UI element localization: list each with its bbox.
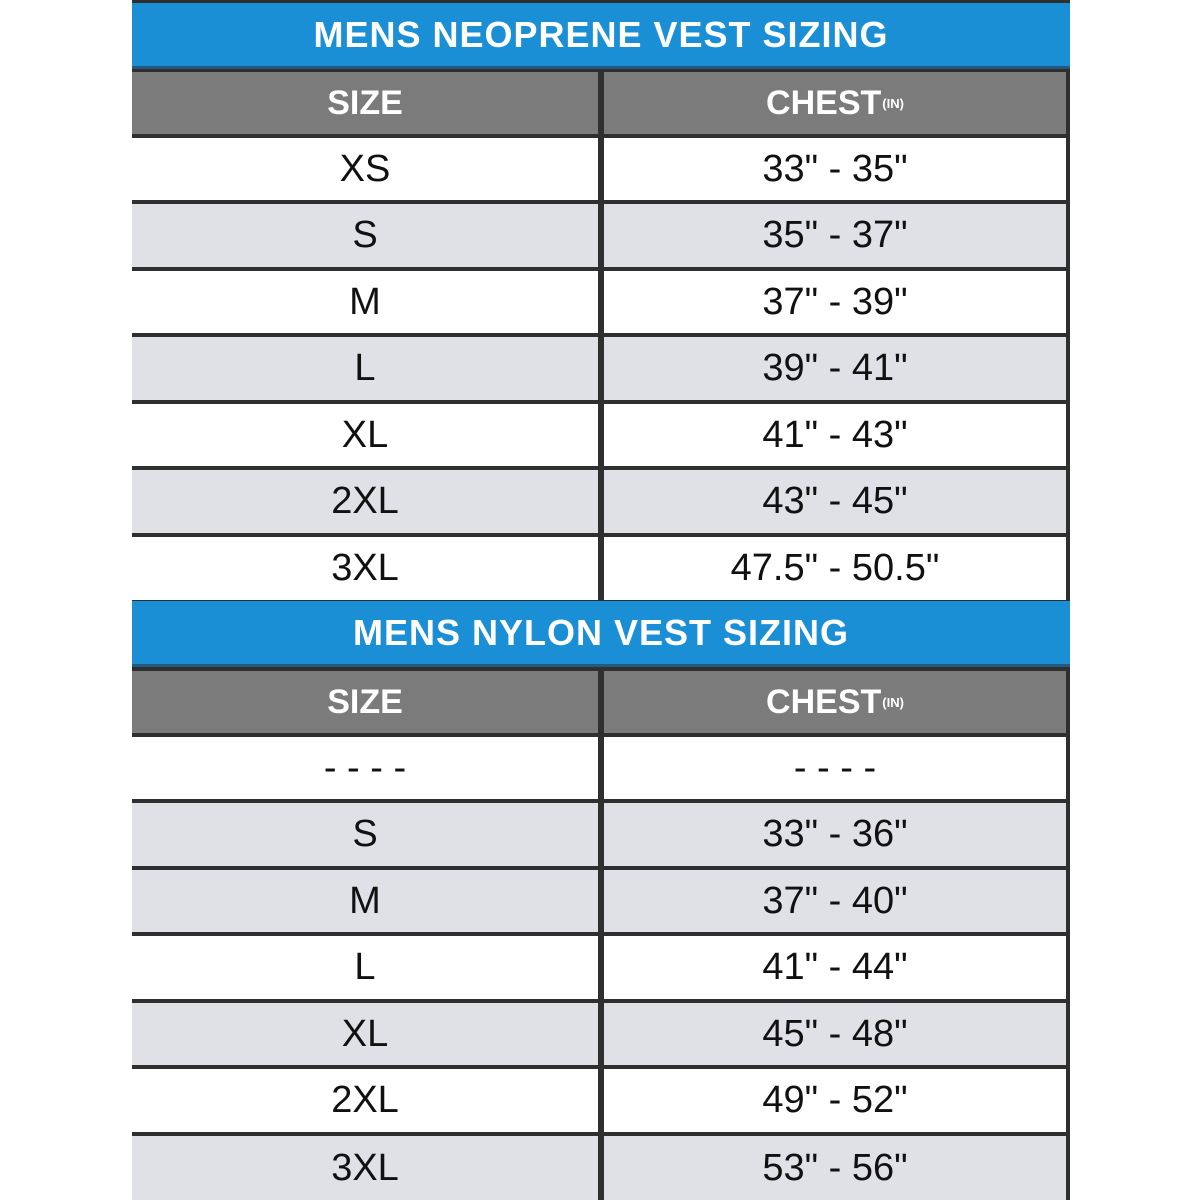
chest-cell: 33" - 36" xyxy=(604,803,1066,866)
size-cell: XS xyxy=(132,138,598,200)
table-row xyxy=(132,470,1070,533)
chest-cell: - - - - xyxy=(604,737,1066,799)
size-column-header: SIZE xyxy=(132,671,598,733)
size-cell: S xyxy=(132,204,598,267)
chest-cell: 39" - 41" xyxy=(604,337,1066,400)
table-row xyxy=(132,1003,1070,1065)
table-row xyxy=(132,1136,1070,1200)
table-row xyxy=(132,404,1070,466)
table-row xyxy=(132,870,1070,932)
chest-cell: 43" - 45" xyxy=(604,470,1066,533)
table-row xyxy=(132,271,1070,333)
sizing-chart xyxy=(132,0,1070,1200)
chest-cell: 35" - 37" xyxy=(604,204,1066,267)
size-column-header: SIZE xyxy=(132,72,598,134)
size-cell: XL xyxy=(132,404,598,466)
size-cell: 3XL xyxy=(132,1136,598,1200)
table-row xyxy=(132,537,1070,600)
chest-cell: 33" - 35" xyxy=(604,138,1066,200)
neoprene-section-title: MENS NEOPRENE VEST SIZING xyxy=(132,3,1070,69)
chest-column-header: CHEST (IN) xyxy=(604,671,1066,733)
chest-cell: 49" - 52" xyxy=(604,1069,1066,1132)
size-cell: XL xyxy=(132,1003,598,1065)
size-cell: S xyxy=(132,803,598,866)
size-cell: 2XL xyxy=(132,1069,598,1132)
chest-cell: 45" - 48" xyxy=(604,1003,1066,1065)
chest-cell: 37" - 39" xyxy=(604,271,1066,333)
size-cell: 2XL xyxy=(132,470,598,533)
chest-column-header: CHEST (IN) xyxy=(604,72,1066,134)
table-row xyxy=(132,737,1070,799)
table-row xyxy=(132,337,1070,400)
chest-cell: 53" - 56" xyxy=(604,1136,1066,1200)
table-row xyxy=(132,803,1070,866)
size-cell: L xyxy=(132,936,598,999)
table-row xyxy=(132,936,1070,999)
size-cell: L xyxy=(132,337,598,400)
size-cell: 3XL xyxy=(132,537,598,600)
table-row xyxy=(132,138,1070,200)
chest-cell: 41" - 44" xyxy=(604,936,1066,999)
size-cell: - - - - xyxy=(132,737,598,799)
size-cell: M xyxy=(132,271,598,333)
chest-cell: 41" - 43" xyxy=(604,404,1066,466)
neoprene-header-row xyxy=(132,72,1070,134)
table-row xyxy=(132,1069,1070,1132)
nylon-header-row xyxy=(132,671,1070,733)
nylon-section-title: MENS NYLON VEST SIZING xyxy=(132,601,1070,667)
size-cell: M xyxy=(132,870,598,932)
chest-cell: 37" - 40" xyxy=(604,870,1066,932)
chest-cell: 47.5" - 50.5" xyxy=(604,537,1066,600)
table-row xyxy=(132,204,1070,267)
